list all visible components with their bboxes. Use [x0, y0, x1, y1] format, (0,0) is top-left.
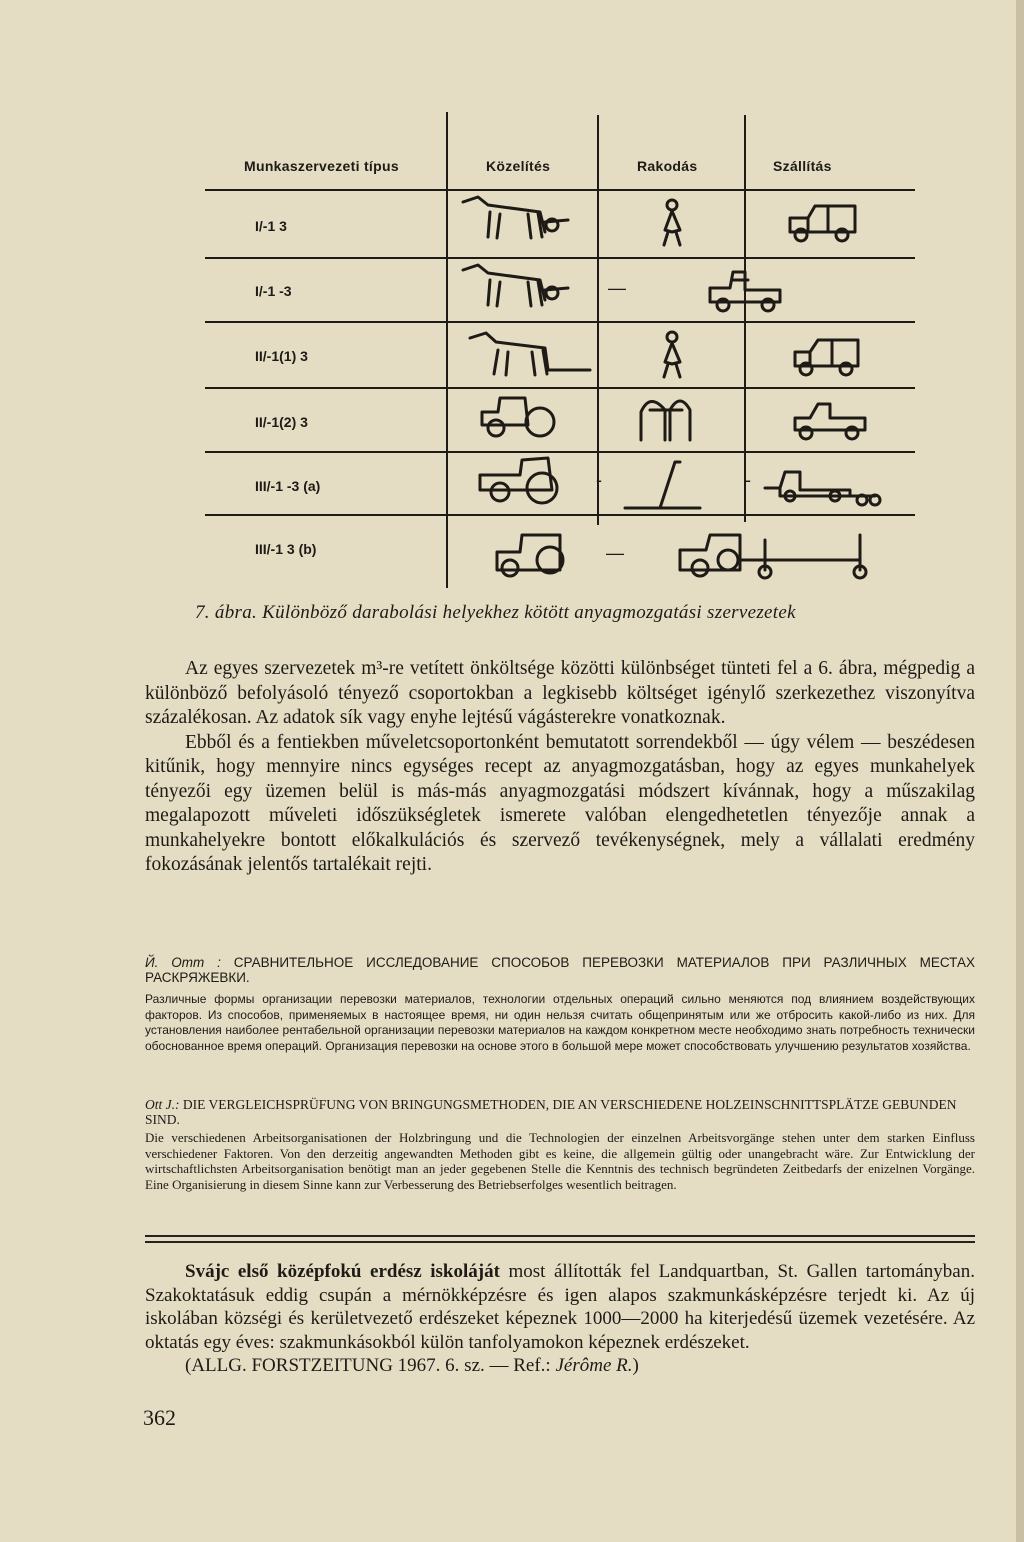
news-ref-end: ): [632, 1355, 639, 1376]
row-label: I/-1 3: [255, 218, 287, 234]
none-dash: -: [745, 470, 751, 490]
header-loading: Rakodás: [637, 158, 698, 174]
news-text: most állították fel Landquartban, St. Gallen tartományban. Szakoktatásuk eddig csupán a mérnökképzésre és igen alapos szakmunkásképzésre terjedt ki. Az új iskolában községi és kerületvezető erdészeket képeznek 1000—2000 ha kiterjedésű üzemek vezetésére. Az oktatás egy éves: szakmunkásokból külön tanfolyamokon képeznek erdészeket.: [145, 1261, 975, 1353]
portal-crane-icon: [641, 401, 690, 440]
figure-table: [205, 108, 915, 588]
truck-icon: [795, 340, 858, 375]
german-summary: Die verschiedenen Arbeitsorganisationen der Holzbringung und die Technologien der einzelnen Arbeitsvorgänge stehen unter dem starken Einfluss verschiedener Faktoren. Von den derzeitig angewandten Methoden gibt es keine, die allgemein gültig oder unangebracht wäre. Zur Entwicklung der wirtschaftlichsten Arbeitsorganisation benötigt man an jeder gegebenen Stelle die Kenntnis des technisch begründeten Zeitbedarfs der enizelnen Vorgänge. Eine Organisierung in diesem Sinne kann zur Verbesserung des Betriebserfolges wesentlich beitragen.: [145, 1130, 975, 1192]
tractor-icon: [480, 458, 557, 503]
page-number: 362: [143, 1405, 176, 1430]
caption-text: Különböző darabolási helyekhez kötött anyagmozgatási szervezetek: [262, 602, 796, 623]
news-ref-name: Jérôme R.: [555, 1355, 633, 1376]
horse-skidding-icon: [463, 197, 568, 238]
none-dash: -: [596, 470, 602, 490]
german-author: Ott J.:: [145, 1097, 180, 1112]
header-transport: Szállítás: [773, 158, 832, 174]
russian-summary: Различные формы организации перевозки материалов, технологии отдельных операций сильно меняются под влиянием воздействующих факторов. Из способов, применяемых в настоящее время, ни один нельзя считать общепринятым или же отбросить какой-либо из них. Для установления наиболее рентабельной организации перевозки материалов на каждом конкретном месте необходимо знать потребность технически обоснованное время операций. Организация перевозки на основе этого в большой мере может способствовать улучшению результатов хозяйства.: [145, 992, 975, 1053]
divider: [145, 1241, 975, 1243]
row-label: II/-1(1) 3: [255, 348, 308, 364]
row-label: II/-1(2) 3: [255, 414, 308, 430]
none-dash: —: [608, 278, 626, 298]
caption-number: 7. ábra.: [195, 602, 258, 623]
paragraph: Az egyes szervezetek m³-re vetített önköltsége közötti különbséget tünteti fel a 6. ábra, mégpedig a különböző befolyásoló tényező csoportokban a legkisebb költséget igénylő szerkezethez viszonyítva százalékosan. Az adatok sík vagy enyhe lejtésű vágásterekre vonatkoznak.: [145, 658, 975, 728]
row-label: III/-1 -3 (a): [255, 478, 321, 494]
horse-skidding-icon: [463, 265, 568, 306]
russian-title: СРАВНИТЕЛЬНОЕ ИССЛЕДОВАНИЕ СПОСОБОВ ПЕРЕВОЗКИ МАТЕРИАЛОВ ПРИ РАЗЛИЧНЫХ МЕСТАХ РАСКРЯЖЕВКИ.: [145, 955, 975, 985]
paragraph: Ebből és a fentiekben műveletcsoportonként bemutatott sorrendekből — úgy vélem — beszédesen kitűnik, hogy mennyire nincs egységes recept az anyagmozgatásban, hogy az egyes munkahelyek tényezői egy üzemen belül is más-más anyagmozgatási módszert kívánnak, hogy a műszakilag megalapozott műveleti időszükségletek ismerete valóban elengedhetetlen tényezője annak a munkahelyekre bontott előkalkulációs és szervező tevékenységnek, mely a vállalati eredmény fokozásának jelentős tartalékait rejti.: [145, 731, 975, 875]
person-icon: [664, 332, 680, 377]
tractor-trailer-icon: [680, 535, 866, 578]
truck-trailer-icon: [765, 472, 880, 505]
header-work-organization: Munkaszervezeti típus: [244, 158, 399, 174]
divider: [145, 1235, 975, 1237]
body-text: [145, 657, 975, 878]
german-summary-title: [145, 1097, 975, 1127]
none-dash: —: [606, 543, 624, 563]
news-ref: (ALLG. FORSTZEITUNG 1967. 6. sz. — Ref.:: [185, 1355, 556, 1376]
tractor-icon: [482, 398, 554, 436]
row-label: III/-1 3 (b): [255, 541, 317, 557]
truck-icon: [790, 206, 855, 241]
german-title: DIE VERGLEICHSPRÜFUNG VON BRINGUNGSMETHODEN, DIE AN VERSCHIEDENE HOLZEINSCHNITTSPLÄTZE GEBUNDEN SIND.: [145, 1097, 957, 1127]
tractor-icon: [497, 535, 563, 576]
header-skidding: Közelítés: [486, 158, 551, 174]
news-bold: Svájc első középfokú erdész iskoláját: [185, 1261, 500, 1282]
loading-ramp-icon: [625, 462, 700, 508]
russian-summary-title: [145, 955, 975, 985]
figure-caption: [195, 602, 796, 624]
truck-trailer-icon: [795, 404, 865, 439]
news-item: [145, 1260, 975, 1378]
row-label: I/-1 -3: [255, 283, 292, 299]
horse-sled-icon: [470, 333, 590, 375]
page-edge: [1016, 0, 1024, 1542]
russian-author: Й. Отт :: [145, 955, 221, 970]
person-icon: [664, 200, 680, 245]
